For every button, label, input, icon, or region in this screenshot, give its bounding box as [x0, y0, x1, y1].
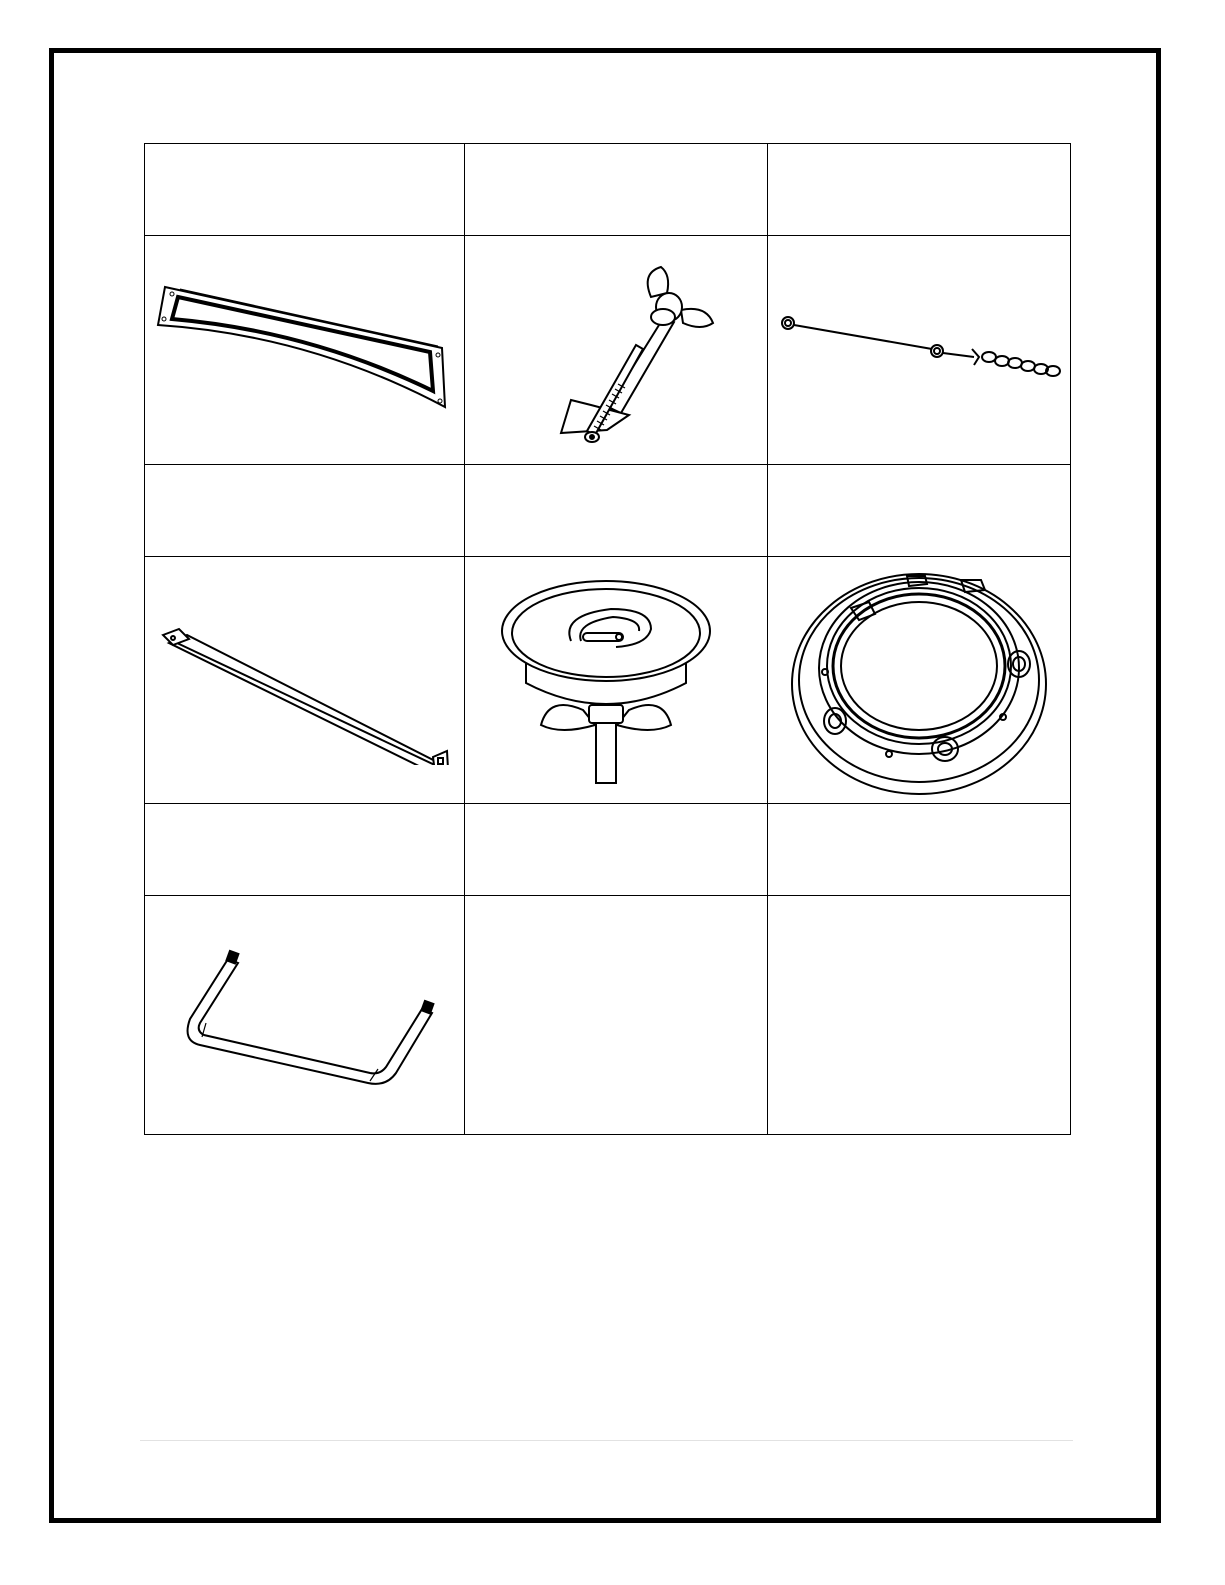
image-cell [145, 896, 465, 1135]
label-row-1 [145, 144, 1071, 236]
flange-ring-icon [789, 562, 1049, 798]
image-cell [465, 236, 768, 465]
image-row-3 [145, 896, 1071, 1135]
image-cell [768, 557, 1071, 804]
label-cell [465, 144, 768, 236]
label-cell [465, 804, 768, 896]
round-plate-wing-screw-icon [501, 575, 731, 785]
image-cell [465, 557, 768, 804]
label-row-2 [145, 465, 1071, 557]
image-cell [768, 896, 1071, 1135]
label-row-3 [145, 804, 1071, 896]
label-cell [768, 144, 1071, 236]
image-cell [145, 557, 465, 804]
label-cell [465, 465, 768, 557]
footer-rule [140, 1440, 1073, 1441]
flat-bar-icon [155, 595, 455, 765]
image-row-2 [145, 557, 1071, 804]
image-cell [768, 236, 1071, 465]
label-cell [768, 465, 1071, 557]
wire-chain-icon [774, 305, 1064, 395]
image-cell [145, 236, 465, 465]
wing-bolt-icon [491, 255, 741, 445]
parts-table [144, 143, 1071, 1135]
image-row-1 [145, 236, 1071, 465]
label-cell [145, 804, 465, 896]
label-cell [768, 804, 1071, 896]
u-handle-icon [160, 945, 450, 1085]
label-cell [145, 465, 465, 557]
image-cell [465, 896, 768, 1135]
curved-panel-icon [150, 275, 460, 425]
label-cell [145, 144, 465, 236]
